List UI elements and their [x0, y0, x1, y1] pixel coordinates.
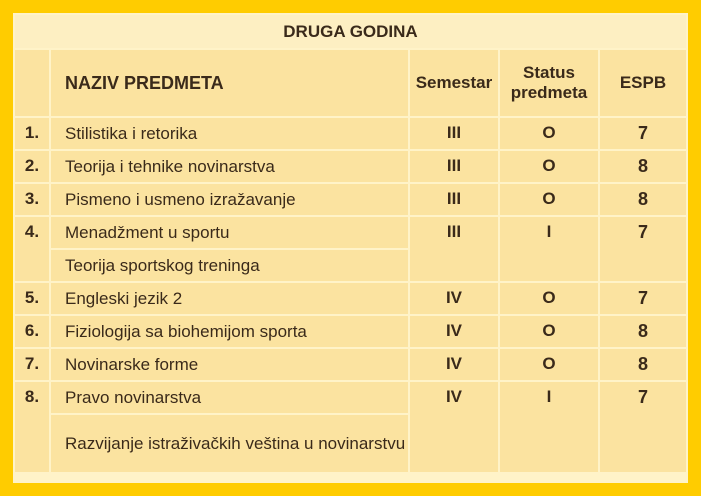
status-cell: I: [500, 217, 598, 281]
header-status: [500, 50, 598, 116]
status-cell: O: [500, 316, 598, 347]
row-number: 4.: [15, 217, 49, 281]
espb-cell: 8: [600, 316, 686, 347]
table-row: [15, 382, 686, 413]
header-status-line1: Status: [522, 63, 575, 82]
header-number: [15, 50, 49, 116]
header-semestar: Semestar: [410, 50, 498, 116]
course-name: Stilistika i retorika: [51, 118, 408, 149]
table-row: [15, 217, 686, 248]
row-number: 8.: [15, 382, 49, 472]
semestar-cell: IV: [410, 283, 498, 314]
row-number: 3.: [15, 184, 49, 215]
semestar-cell: III: [410, 118, 498, 149]
header-naziv: NAZIV PREDMETA: [51, 50, 408, 116]
status-cell: O: [500, 349, 598, 380]
course-name: Teorija i tehnike novinarstva: [51, 151, 408, 182]
status-cell: O: [500, 151, 598, 182]
course-name: Novinarske forme: [51, 349, 408, 380]
semestar-cell: IV: [410, 382, 498, 472]
row-number: 5.: [15, 283, 49, 314]
table-row: [15, 184, 686, 215]
row-number: 7.: [15, 349, 49, 380]
semestar-cell: IV: [410, 316, 498, 347]
header-espb: ESPB: [600, 50, 686, 116]
semestar-cell: III: [410, 217, 498, 281]
table-title: DRUGA GODINA: [15, 15, 686, 48]
row-number: 2.: [15, 151, 49, 182]
espb-cell: 7: [600, 382, 686, 472]
table-row: [15, 349, 686, 380]
espb-cell: 8: [600, 184, 686, 215]
course-name: Pravo novinarstva: [51, 382, 408, 413]
semestar-cell: III: [410, 151, 498, 182]
course-name: Engleski jezik 2: [51, 283, 408, 314]
espb-cell: 7: [600, 217, 686, 281]
espb-cell: 8: [600, 151, 686, 182]
row-number: 1.: [15, 118, 49, 149]
semestar-cell: IV: [410, 349, 498, 380]
status-cell: O: [500, 118, 598, 149]
espb-cell: 7: [600, 118, 686, 149]
course-name: Fiziologija sa biohemijom sporta: [51, 316, 408, 347]
table-row: [15, 118, 686, 149]
table-row: [15, 283, 686, 314]
espb-cell: 8: [600, 349, 686, 380]
status-cell: O: [500, 283, 598, 314]
course-name: Menadžment u sportu: [51, 217, 408, 248]
status-cell: I: [500, 382, 598, 472]
espb-cell: 7: [600, 283, 686, 314]
course-name: Razvijanje istraživačkih veština u novinarstvu: [51, 415, 408, 472]
table-row: [15, 316, 686, 347]
header-status-line2: predmeta: [510, 83, 588, 102]
course-name: Pismeno i usmeno izražavanje: [51, 184, 408, 215]
course-table: [13, 13, 688, 474]
course-name: Teorija sportskog treninga: [51, 250, 408, 281]
row-number: 6.: [15, 316, 49, 347]
status-cell: O: [500, 184, 598, 215]
table-row: [15, 151, 686, 182]
semestar-cell: III: [410, 184, 498, 215]
